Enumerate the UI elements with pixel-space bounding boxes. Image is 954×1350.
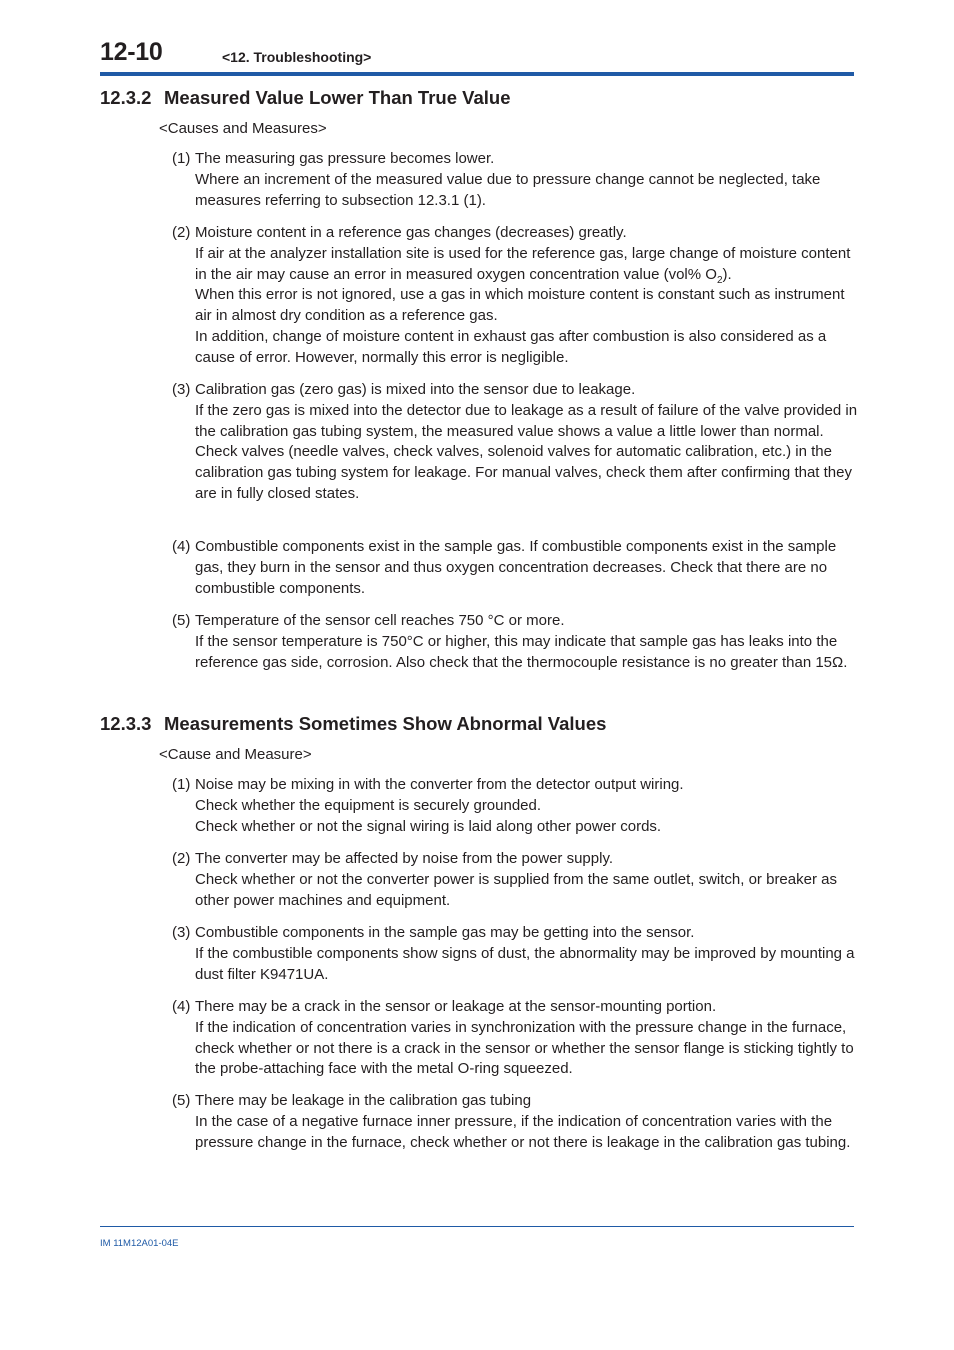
item-number: (2) (172, 224, 191, 241)
section-number: 12.3.2 (100, 87, 152, 108)
item-number: (3) (172, 924, 191, 941)
item-text: If the zero gas is mixed into the detector due to leakage as a result of failure of the valve provided in the calibration gas tubing system, the measured value shows a value a little lower than normal. (195, 401, 858, 440)
item-text: Where an increment of the measured value due to pressure change cannot be neglected, take measures referring to subsection 12.3.1 (1). (195, 170, 821, 209)
page-number: 12-10 (100, 38, 163, 66)
item-number: (3) (172, 381, 191, 398)
chapter-title: <12. Troubleshooting> (222, 49, 372, 65)
list-item (172, 537, 862, 599)
item-text: When this error is not ignored, use a gas in which moisture content is constant such as instrument air in almost dry condition as a reference gas. (195, 286, 845, 325)
item-text: If the indication of concentration varies in synchronization with the pressure change in the furnace, check whether or not there is a crack in the sensor or whether the sensor flange is sticking tightly to the probe-attaching face with the metal O-ring squeezed. (195, 1018, 854, 1078)
item-lead: There may be a crack in the sensor or leakage at the sensor-mounting portion. (195, 998, 717, 1015)
item-text: If the sensor temperature is 750°C or higher, this may indicate that sample gas has leaks into the reference gas side, corrosion. Also check that the thermocouple resistance is no greater than 15Ω. (195, 632, 848, 671)
list-item (172, 849, 862, 911)
list-item (172, 997, 862, 1080)
item-lead: The measuring gas pressure becomes lower. (195, 150, 495, 167)
list-item (172, 380, 862, 505)
item-lead: The converter may be affected by noise from the power supply. (195, 850, 613, 867)
item-text: gas, they burn in the sensor and thus oxygen concentration decreases. Check that there are no combustible components. (195, 558, 828, 597)
item-text: If air at the analyzer installation site is used for the reference gas, large change of moisture content in the air may cause an error in measured oxygen concentration value (vol% $O_2$). (195, 244, 851, 286)
item-text: Check whether or not the signal wiring is laid along other power cords. (195, 817, 662, 835)
document-id: IM 11M12A01-04E (100, 1238, 179, 1249)
section-subhead: <Causes and Measures> (159, 120, 327, 137)
list-item (172, 223, 862, 369)
header-rule (100, 72, 854, 76)
list-item (172, 1091, 862, 1153)
item-text: In the case of a negative furnace inner pressure, if the indication of concentration varies with the pressure change in the furnace, check whether or not there is leakage in the calibration gas tubing. (195, 1112, 851, 1151)
section-subhead: <Cause and Measure> (159, 746, 312, 763)
item-number: (1) (172, 150, 191, 167)
item-text: Check valves (needle valves, check valves, solenoid valves for automatic calibration, etc.) in the calibration gas tubing system for leakage. For manual valves, check them after confirming that they are in fully closed states. (195, 443, 852, 502)
item-text: Check whether or not the converter power is supplied from the same outlet, switch, or breaker as other power machines and equipment. (195, 870, 837, 909)
footer-rule (100, 1226, 854, 1227)
section-number: 12.3.3 (100, 713, 152, 734)
list-item (172, 775, 862, 837)
item-lead: Moisture content in a reference gas changes (decreases) greatly. (195, 224, 627, 241)
item-lead: Combustible components exist in the sample gas. If combustible components exist in the sample (195, 538, 837, 555)
item-lead: Temperature of the sensor cell reaches 750 °C or more. (195, 612, 565, 629)
item-lead: Calibration gas (zero gas) is mixed into the sensor due to leakage. (195, 381, 636, 398)
item-text: If the combustible components show signs of dust, the abnormality may be improved by mounting a dust filter K9471UA. (195, 944, 855, 983)
item-text: Check whether the equipment is securely grounded. (195, 796, 542, 814)
item-text: In addition, change of moisture content in exhaust gas after combustion is also considered as a cause of error. However, normally this error is negligible. (195, 327, 827, 366)
item-number: (2) (172, 850, 191, 867)
item-number: (5) (172, 1092, 191, 1109)
section-title: Measured Value Lower Than True Value (164, 87, 511, 108)
list-item (172, 611, 862, 673)
item-number: (4) (172, 538, 191, 555)
section-heading (100, 713, 606, 735)
item-number: (1) (172, 776, 191, 793)
list-item (172, 149, 862, 211)
list-item (172, 923, 862, 985)
item-number: (4) (172, 998, 191, 1015)
item-lead: Noise may be mixing in with the converter from the detector output wiring. (195, 776, 684, 793)
section-heading (100, 87, 510, 109)
subscript: 2 (716, 274, 723, 286)
item-lead: There may be leakage in the calibration gas tubing (195, 1092, 532, 1109)
item-number: (5) (172, 612, 191, 629)
item-lead: Combustible components in the sample gas may be getting into the sensor. (195, 924, 695, 941)
section-title: Measurements Sometimes Show Abnormal Values (164, 713, 607, 734)
